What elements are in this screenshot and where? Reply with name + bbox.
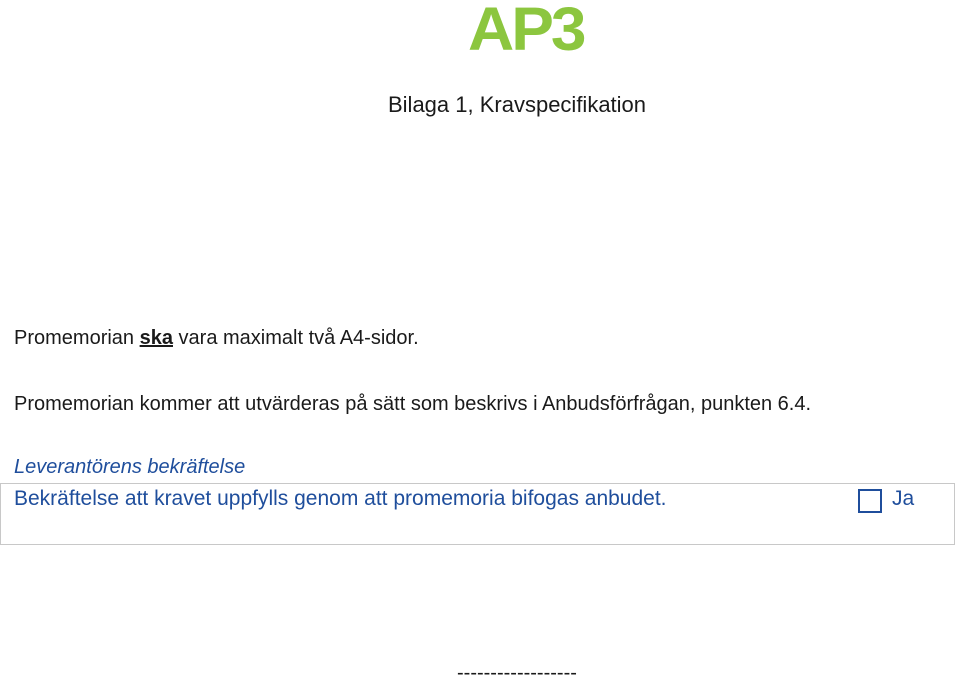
requirement-paragraph-1 <box>14 327 419 350</box>
confirmation-heading: Leverantörens bekräftelse <box>14 456 246 478</box>
confirmation-text: Bekräftelse att kravet uppfylls genom att promemoria bifogas anbudet. <box>14 487 667 510</box>
para1-emphasis: ska <box>139 327 173 349</box>
ap3-logo: AP3 <box>468 0 584 64</box>
para1-text-before: Promemorian <box>14 327 140 349</box>
ja-checkbox[interactable] <box>858 489 882 513</box>
document-subtitle: Bilaga 1, Kravspecifikation <box>388 92 647 117</box>
confirmation-box <box>0 483 955 545</box>
footer-separator: ------------------ <box>457 662 577 684</box>
ja-checkbox-label: Ja <box>892 487 915 510</box>
para1-text-after: vara maximalt två A4-sidor. <box>172 327 419 349</box>
requirement-paragraph-2: Promemorian kommer att utvärderas på sätt som beskrivs i Anbudsförfrågan, punkten 6.4. <box>14 393 812 415</box>
